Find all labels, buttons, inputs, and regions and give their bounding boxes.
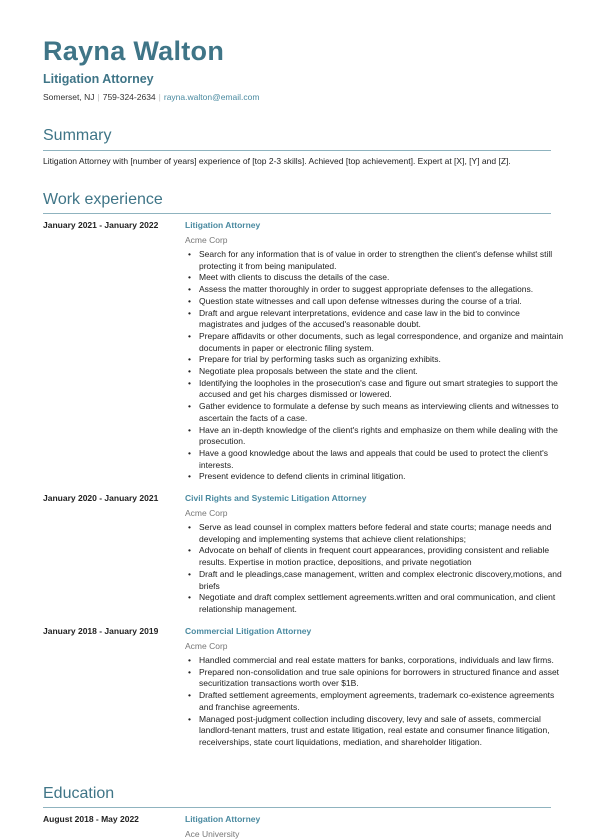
contact-phone: 759-324-2634 <box>102 92 156 102</box>
education-divider <box>43 807 551 808</box>
job-bullet: • Serve as lead counsel in complex matters before federal and state courts; manage needs and developing and implementing systems that achieve client relationships; <box>199 522 565 545</box>
job-bullet: • Negotiate plea proposals between the state and the client. <box>199 366 565 378</box>
job-bullet: • Prepare affidavits or other documents, such as legal correspondence, and organize and maintain documents in paper or electronic filing system. <box>199 331 565 354</box>
contact-line <box>43 92 259 102</box>
summary-heading: Summary <box>43 127 112 144</box>
job-bullet: • Have a good knowledge about the laws and appeals that could be used to protect the client's interests. <box>199 448 565 471</box>
job-bullet: • Gather evidence to formulate a defense by such means as interviewing clients and witnesses to ascertain the facts of a case. <box>199 401 565 424</box>
work-experience-divider <box>43 213 551 214</box>
education-title: Litigation Attorney <box>185 814 261 824</box>
job-dates: January 2020 - January 2021 <box>43 493 159 503</box>
job-bullet: • Have an in-depth knowledge of the client's rights and emphasize on them while dealing with the prosecution. <box>199 425 565 448</box>
job-bullet: • Search for any information that is of value in order to strengthen the client's defense whilst still protecting it from being manipulated. <box>199 249 565 272</box>
contact-separator: | <box>97 92 100 102</box>
summary-divider <box>43 150 551 151</box>
job-bullet: • Prepared non-consolidation and true sale opinions for borrowers in structured finance and asset securitization transactions worth over $1B. <box>199 667 565 690</box>
job-title: Civil Rights and Systemic Litigation Attorney <box>185 493 367 503</box>
summary-text: Litigation Attorney with [number of years] experience of [top 2-3 skills]. Achieved [top achievement]. Expert at [X], [Y] and [Z]. <box>43 156 511 166</box>
candidate-name: Rayna Walton <box>43 36 225 66</box>
job-bullet: • Drafted settlement agreements, employment agreements, trademark co-existence agreements and franchise agreements. <box>199 690 565 713</box>
job-bullets <box>185 655 565 749</box>
job-bullet: • Negotiate and draft complex settlement agreements.written and oral communication, and client relationship management. <box>199 592 565 615</box>
contact-separator: | <box>158 92 161 102</box>
job-bullet: • Assess the matter thoroughly in order to suggest appropriate defenses to the allegations. <box>199 284 565 296</box>
education-dates: August 2018 - May 2022 <box>43 814 139 824</box>
education-school: Ace University <box>185 829 240 839</box>
job-bullets <box>185 522 565 616</box>
job-company: Acme Corp <box>185 508 228 518</box>
contact-location: Somerset, NJ <box>43 92 95 102</box>
job-company: Acme Corp <box>185 235 228 245</box>
job-bullet: • Draft and le pleadings,case management, written and complex electronic discovery,motions, and briefs <box>199 569 565 592</box>
job-bullet: • Present evidence to defend clients in criminal litigation. <box>199 471 565 483</box>
job-bullets <box>185 249 565 483</box>
job-bullet: • Meet with clients to discuss the details of the case. <box>199 272 565 284</box>
job-bullet: • Managed post-judgment collection including discovery, levy and sale of assets, commercial landlord-tenant matters, trust and estate litigation, real estate and consumer finance litigation, receiverships, state court liquidations, mediation, and shareholder litigation. <box>199 714 565 749</box>
job-bullet: • Question state witnesses and call upon defense witnesses during the course of a trial. <box>199 296 565 308</box>
job-bullet: • Draft and argue relevant interpretations, evidence and case law in the bid to convince magistrates and judges of the accused's reasonable doubt. <box>199 308 565 331</box>
work-experience-heading: Work experience <box>43 191 163 208</box>
job-dates: January 2021 - January 2022 <box>43 220 159 230</box>
job-dates: January 2018 - January 2019 <box>43 626 159 636</box>
job-bullet: • Advocate on behalf of clients in frequent court appearances, providing consistent and reliable results. Expertise in motion practice, depositions, and private negotiation <box>199 545 565 568</box>
job-bullet: • Prepare for trial by performing tasks such as organizing exhibits. <box>199 354 565 366</box>
job-title: Commercial Litigation Attorney <box>185 626 312 636</box>
education-heading: Education <box>43 785 115 802</box>
contact-email-link[interactable]: rayna.walton@email.com <box>163 92 260 102</box>
job-bullet: • Identifying the loopholes in the prosecution's case and figure out smart strategies to support the accused and get his charges dismissed or lowered. <box>199 378 565 401</box>
job-company: Acme Corp <box>185 641 228 651</box>
job-bullet: • Handled commercial and real estate matters for banks, corporations, individuals and law firms. <box>199 655 565 667</box>
job-title: Litigation Attorney <box>185 220 261 230</box>
candidate-headline: Litigation Attorney <box>43 72 154 86</box>
